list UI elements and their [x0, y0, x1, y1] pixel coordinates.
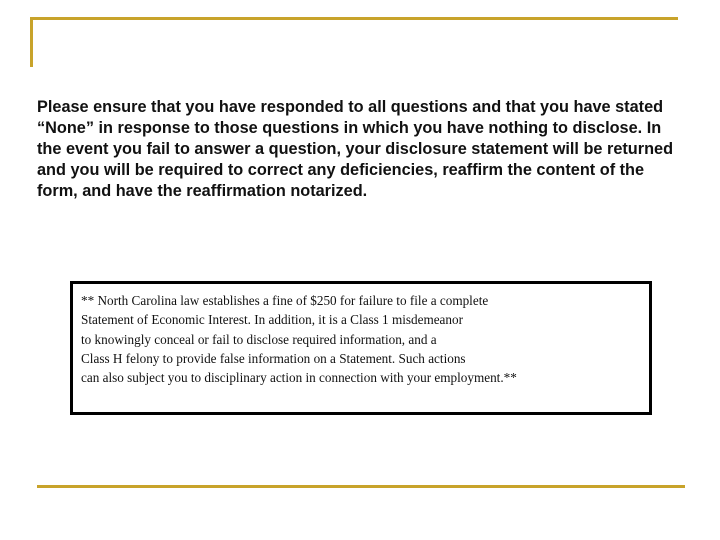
notice-line: Statement of Economic Interest. In addition, it is a Class 1 misdemeanor: [81, 312, 463, 328]
left-accent-rule: [30, 17, 33, 67]
notice-line: to knowingly conceal or fail to disclose required information, and a: [81, 331, 437, 347]
instruction-paragraph: Please ensure that you have responded to all questions and that you have stated “None” in response to those questions in which you have nothing to disclose. In the event you fail to answer a question, your disclosure statement will be returned and you will be required to correct any deficiencies, reaffirm the content of the form, and have the reaffirmation notarized.: [37, 98, 674, 200]
legal-notice-text: [73, 284, 649, 387]
top-accent-rule: [30, 17, 678, 20]
notice-line: can also subject you to disciplinary action in connection with your employment.**: [81, 370, 517, 386]
notice-line: ** North Carolina law establishes a fine of $250 for failure to file a complete: [81, 293, 489, 308]
bottom-accent-rule: [37, 485, 685, 488]
notice-line: Class H felony to provide false information on a Statement. Such actions: [81, 350, 466, 366]
legal-notice-box: [70, 281, 652, 415]
